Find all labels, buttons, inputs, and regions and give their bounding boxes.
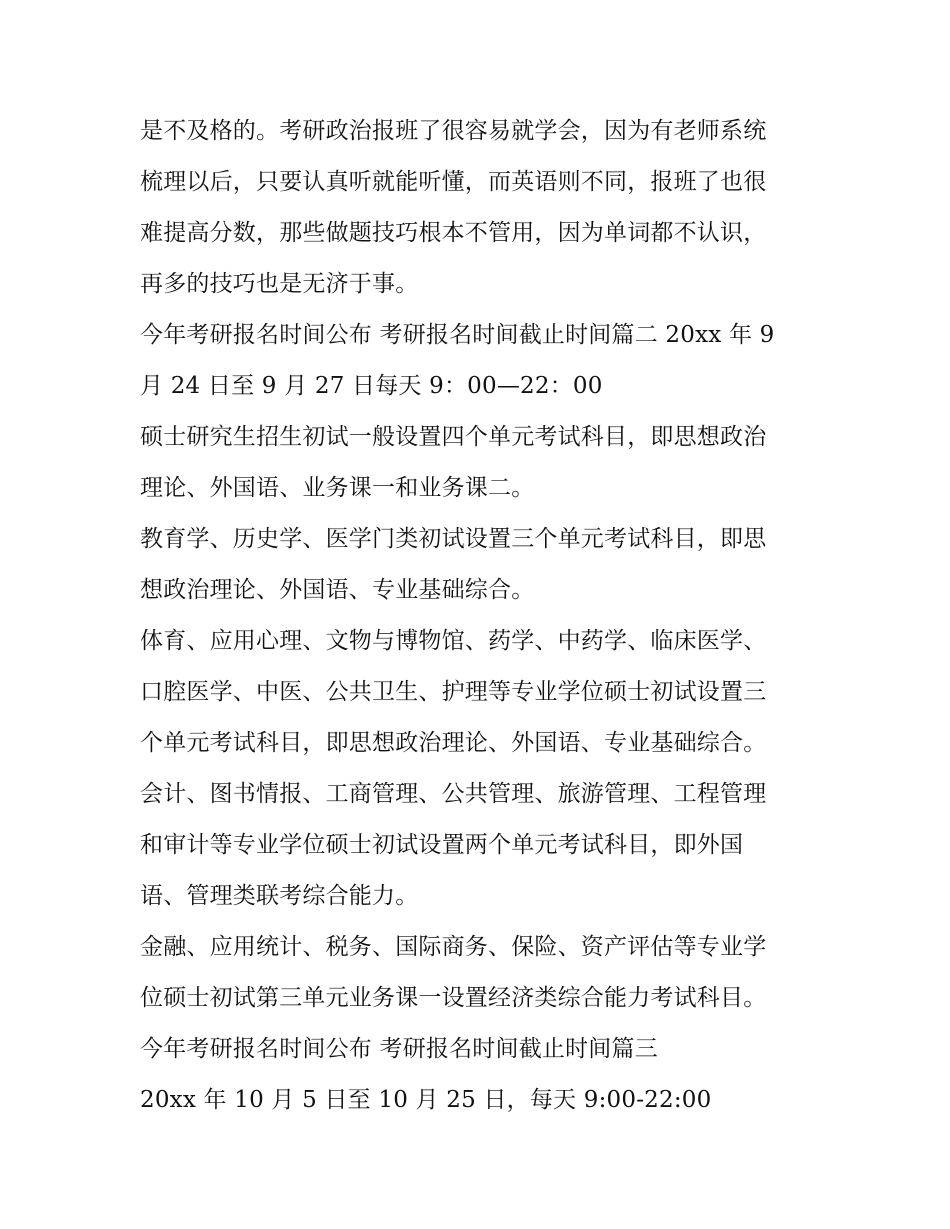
text-line: 是不及格的。考研政治报班了很容易就学会，因为有老师系统	[140, 118, 767, 144]
text-line: 梳理以后，只要认真听就能听懂，而英语则不同，报班了也很	[140, 169, 767, 195]
text-line: 个单元考试科目，即思想政治理论、外国语、专业基础综合。	[140, 730, 767, 756]
text-line: 口腔医学、中医、公共卫生、护理等专业学位硕士初试设置三	[140, 679, 767, 705]
text-line: 教育学、历史学、医学门类初试设置三个单元考试科目，即思	[140, 526, 767, 552]
text-line: 语、管理类联考综合能力。	[140, 883, 419, 909]
text-line: 金融、应用统计、税务、国际商务、保险、资产评估等专业学	[140, 934, 767, 960]
text-line: 和审计等专业学位硕士初试设置两个单元考试科目，即外国	[140, 832, 744, 858]
section-heading-line: 今年考研报名时间公布 考研报名时间截止时间篇三	[140, 1036, 658, 1062]
date-line: 月 24 日至 9 月 27 日每天 9：00—22：00	[140, 373, 603, 399]
text-line: 难提高分数，那些做题技巧根本不管用，因为单词都不认识，	[140, 220, 767, 246]
document-body	[140, 106, 830, 1126]
text-line: 位硕士初试第三单元业务课一设置经济类综合能力考试科目。	[140, 985, 767, 1011]
section-heading-line: 今年考研报名时间公布 考研报名时间截止时间篇二 20xx 年 9	[140, 322, 775, 348]
text-line: 体育、应用心理、文物与博物馆、药学、中药学、临床医学、	[140, 628, 767, 654]
text-line: 硕士研究生招生初试一般设置四个单元考试科目，即思想政治	[140, 424, 767, 450]
text-line: 会计、图书情报、工商管理、公共管理、旅游管理、工程管理	[140, 781, 767, 807]
text-line: 想政治理论、外国语、专业基础综合。	[140, 577, 535, 603]
text-line: 理论、外国语、业务课一和业务课二。	[140, 475, 535, 501]
date-line: 20xx 年 10 月 5 日至 10 月 25 日，每天 9:00-22:00	[140, 1087, 712, 1113]
text-line: 再多的技巧也是无济于事。	[140, 271, 419, 297]
